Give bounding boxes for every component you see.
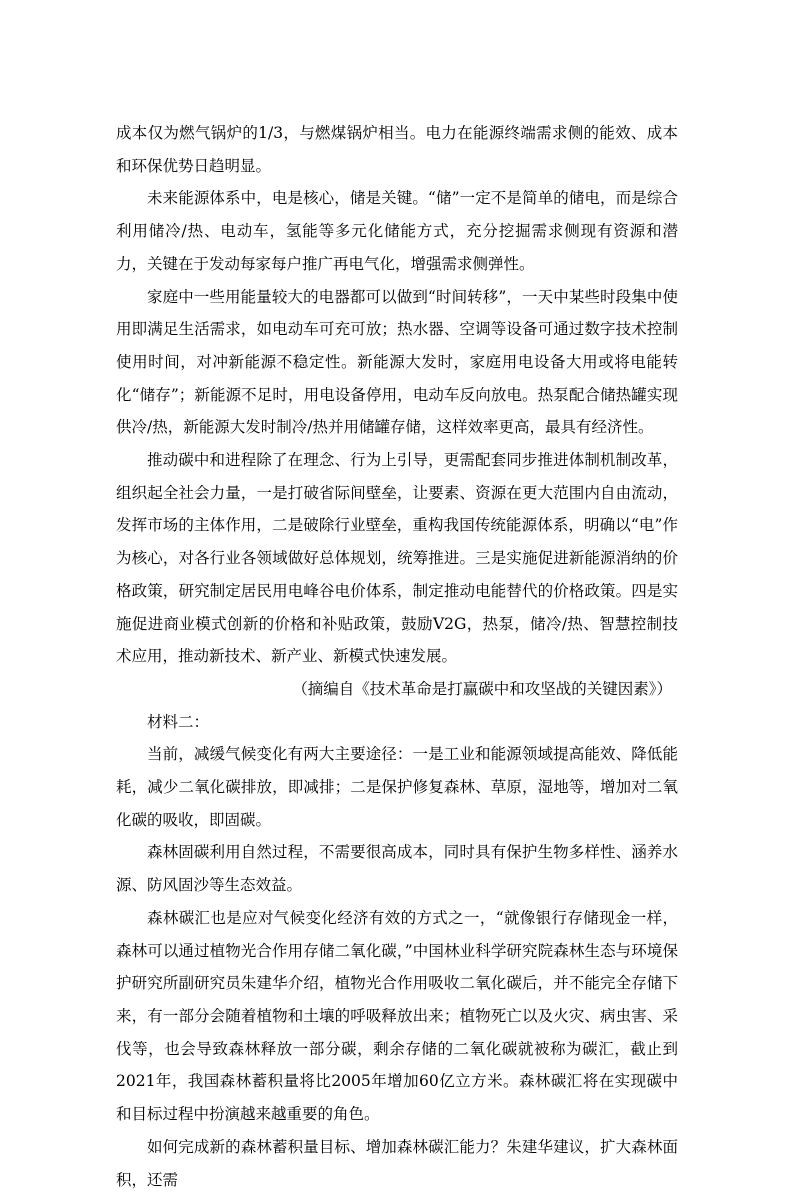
document-page [116,117,678,1196]
paragraph: 推动碳中和进程除了在理念、行为上引导，更需配套同步推进体制机制改革，组织起全社会力量，一是打破省际间壁垒，让要素、资源在更大范围内自由流动，发挥市场的主体作用，二是破除行业壁垒，重构我国传统能源体系，明确以“电”作为核心，对各行业各领域做好总体规划，统筹推进。三是实施促进新能源消纳的价格政策，研究制定居民用电峰谷电价体系，制定推动电能替代的价格政策。四是实施促进商业模式创新的价格和补贴政策，鼓励V2G，热泵，储冷/热、智慧控制技术应用，推动新技术、新产业、新模式快速发展。 [116,451,678,666]
paragraph: 森林固碳利用自然过程，不需要很高成本，同时具有保护生物多样性、涵养水源、防风固沙等生态效益。 [116,843,678,895]
paragraph: 当前，减缓气候变化有两大主要途径：一是工业和能源领域提高能效、降低能耗，减少二氧化碳排放，即减排；二是保护修复森林、草原，湿地等，增加对二氧化碳的吸收，即固碳。 [116,745,678,829]
source-citation: （摘编自《技术革命是打赢碳中和攻坚战的关键因素》） [292,679,672,698]
paragraph: 如何完成新的森林蓄积量目标、增加森林碳汇能力？朱建华建议，扩大森林面积，还需 [116,1137,678,1189]
paragraph: 家庭中一些用能量较大的电器都可以做到“时间转移”，一天中某些时段集中使用即满足生活需求，如电动车可充可放；热水器、空调等设备可通过数字技术控制使用时间，对冲新能源不稳定性。新能源大发时，家庭用电设备大用或将电能转化“储存”；新能源不足时，用电设备停用，电动车反向放电。热泵配合储热罐实现供冷/热，新能源大发时制冷/热并用储罐存储，这样效率更高，最具有经济性。 [116,287,678,437]
paragraph: 未来能源体系中，电是核心，储是关键。“储”一定不是简单的储电，而是综合利用储冷/热、电动车，氢能等多元化储能方式，充分挖掘需求侧现有资源和潜力，关键在于发动每家每户推广再电气化，增强需求侧弹性。 [116,189,678,273]
section-heading: 材料二： [147,712,210,731]
paragraph: 森林碳汇也是应对气候变化经济有效的方式之一，“就像银行存储现金一样，森林可以通过植物光合作用存储二氧化碳，”中国林业科学研究院森林生态与环境保护研究所副研究员朱建华介绍，植物光合作用吸收二氧化碳后，并不能完全存储下来，有一部分会随着植物和土壤的呼吸释放出来；植物死亡以及火灾、病虫害、采伐等，也会导致森林释放一部分碳，剩余存储的二氧化碳就被称为碳汇，截止到2021年，我国森林蓄积量将比2005年增加60亿立方米。森林碳汇将在实现碳中和目标过程中扮演越来越重要的角色。 [116,908,678,1124]
paragraph: 成本仅为燃气锅炉的1/3，与燃煤锅炉相当。电力在能源终端需求侧的能效、成本和环保优势日趋明显。 [116,124,678,175]
